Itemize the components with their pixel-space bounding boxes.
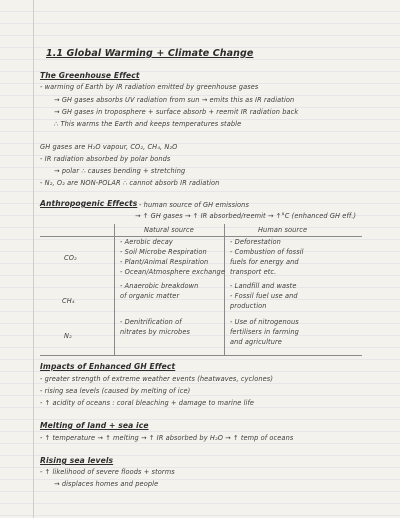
impacts-line: - greater strength of extreme weather events (heatwaves, cyclones) [40, 375, 274, 383]
impacts-line: - rising sea levels (caused by melting of ice) [40, 387, 191, 395]
gh-gases-line: → polar ∴ causes bending + stretching [54, 167, 186, 175]
sources-table [40, 224, 362, 356]
table-cell-text: - Fossil fuel use and [230, 292, 298, 300]
table-cell-text: - Anaerobic breakdown [120, 282, 199, 290]
table-cell-text: and agriculture [230, 338, 282, 346]
table-cell-text: transport etc. [230, 268, 277, 276]
table-cell-text: of organic matter [120, 292, 180, 300]
greenhouse-line: - warming of Earth by IR radiation emitted by greenhouse gases [40, 83, 259, 91]
table-cell-text: fuels for energy and [230, 258, 299, 266]
table-divider [224, 224, 225, 356]
table-cell-text: - Plant/Animal Respiration [120, 258, 209, 266]
impacts-line: - ↑ acidity of oceans : coral bleaching + damage to marine life [40, 399, 255, 407]
gh-gases-line: - N₂, O₂ are NON-POLAR ∴ cannot absorb IR radiation [40, 179, 220, 187]
table-cell-text: - Denitrification of [120, 318, 182, 326]
table-header-human: Human source [258, 226, 308, 234]
anthropogenic-note: - human source of GH emissions [139, 201, 249, 209]
sea-levels-heading: Rising sea levels [40, 456, 114, 465]
table-cell-text: nitrates by microbes [120, 328, 191, 336]
table-divider [114, 224, 115, 356]
melting-line: - ↑ temperature → ↑ melting → ↑ IR absorbed by H₂O → ↑ temp of oceans [40, 434, 294, 442]
table-cell-text: - Landfill and waste [230, 282, 297, 290]
greenhouse-heading: The Greenhouse Effect [40, 71, 140, 80]
table-cell-text: - Aerobic decay [120, 238, 173, 246]
table-cell-text: - Combustion of fossil [230, 248, 304, 256]
melting-heading: Melting of land + sea ice [40, 421, 149, 430]
table-header-natural: Natural source [144, 226, 194, 234]
table-cell-text: - Use of nitrogenous [230, 318, 299, 326]
table-cell-text: - Deforestation [230, 238, 281, 246]
table-gas-label: CO₂ [64, 254, 77, 262]
gh-gases-intro: GH gases are H₂O vapour, CO₂, CH₄, N₂O [40, 143, 178, 151]
greenhouse-line: ∴ This warms the Earth and keeps temperatures stable [54, 120, 242, 128]
table-gas-label: CH₄ [62, 297, 75, 305]
table-gas-label: N₂ [64, 332, 72, 340]
anthropogenic-heading: Anthropogenic Effects [40, 199, 138, 208]
gh-gases-line: - IR radiation absorbed by polar bonds [40, 155, 171, 163]
table-rule [40, 236, 362, 237]
table-rule [40, 355, 362, 356]
sea-levels-line: - ↑ likelihood of severe floods + storms [40, 468, 175, 476]
sea-levels-line: → displaces homes and people [54, 480, 159, 488]
impacts-heading: Impacts of Enhanced GH Effect [40, 362, 176, 371]
anthropogenic-note: → ↑ GH gases → ↑ IR absorbed/reemit → ↑°C (enhanced GH eff.) [135, 212, 357, 220]
page-title: 1.1 Global Warming + Climate Change [46, 48, 254, 59]
table-cell-text: production [230, 302, 267, 310]
table-cell-text: - Ocean/Atmosphere exchange [120, 268, 225, 276]
greenhouse-line: → GH gases in troposphere + surface absorb + reemit IR radiation back [54, 108, 299, 116]
table-cell-text: - Soil Microbe Respiration [120, 248, 207, 256]
greenhouse-line: → GH gases absorbs UV radiation from sun → emits this as IR radiation [54, 96, 295, 104]
table-cell-text: fertilisers in farming [230, 328, 299, 336]
